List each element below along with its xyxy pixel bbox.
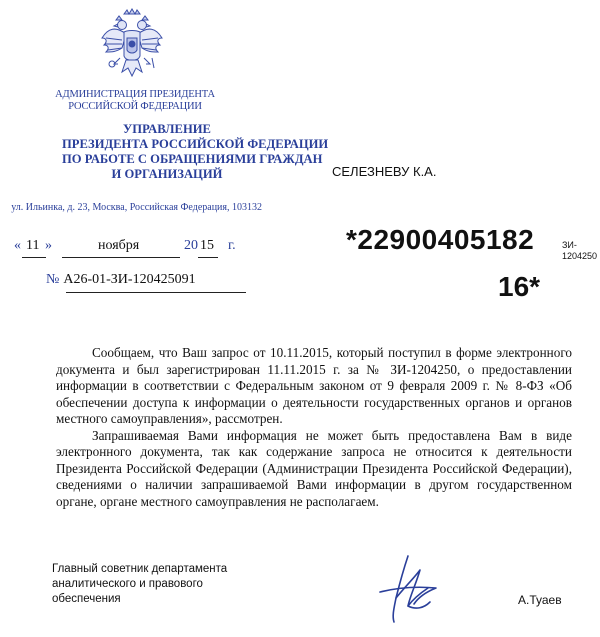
admin-line-1: АДМИНИСТРАЦИЯ ПРЕЗИДЕНТА [55, 89, 215, 100]
number-underline [66, 292, 246, 293]
signature-icon [370, 548, 460, 628]
signer-title [52, 562, 227, 607]
date-month-underline [62, 257, 180, 258]
barcode-number-line1: *22900405182 [346, 224, 535, 255]
letter-body [56, 345, 572, 510]
barcode-tag-line2: 1204250 [562, 251, 598, 261]
number-value: А26-01-ЗИ-120425091 [63, 272, 196, 287]
date-year-prefix: 20 [184, 238, 198, 253]
signer-title-line-2: аналитического и правового [52, 578, 203, 590]
emblem-icon [98, 8, 166, 84]
number-sign: № [46, 272, 60, 287]
body-paragraph-1: Сообщаем, что Ваш запрос от 10.11.2015, который поступил в форме электронного документа и был зарегистрирован 11.11.2015 г. за № ЗИ-1204250, о предоставлении информации в соответствии с Федеральным законом от 9 февраля 2009 г. № 8-ФЗ «Об обеспечении доступа к информации о деятельности государственных органов и органов местного самоуправления», рассмотрен. [56, 345, 572, 426]
directorate-line-2: ПРЕЗИДЕНТА РОССИЙСКОЙ ФЕДЕРАЦИИ [62, 137, 329, 151]
date-day-underline [22, 257, 46, 258]
administration-name [40, 89, 230, 112]
date-quote-close: » [45, 238, 52, 253]
directorate-line-1: УПРАВЛЕНИЕ [123, 122, 211, 136]
admin-line-2: РОССИЙСКОЙ ФЕДЕРАЦИИ [68, 100, 202, 112]
date-year-underline [198, 257, 218, 258]
date-day: 11 [26, 238, 40, 253]
directorate-line-3: ПО РАБОТЕ С ОБРАЩЕНИЯМИ ГРАЖДАН [62, 152, 323, 166]
date-year-suffix: 15 [200, 238, 214, 253]
directorate-line-4: И ОРГАНИЗАЦИЙ [111, 167, 223, 181]
letterhead-address: ул. Ильинка, д. 23, Москва, Российская Федерация, 103132 [11, 202, 262, 213]
barcode-number-line2: 16* [498, 271, 541, 302]
date-line [14, 238, 246, 260]
barcode-tag-line1: ЗИ- [562, 240, 577, 250]
barcode-tag [562, 240, 597, 262]
date-year-mark: г. [228, 238, 236, 253]
recipient-name: СЕЛЕЗНЕВУ К.А. [332, 164, 437, 179]
signer-title-line-1: Главный советник департамента [52, 563, 228, 575]
date-month: ноября [98, 238, 140, 253]
date-quote-open: « [14, 238, 21, 253]
signer-name: А.Туаев [518, 593, 562, 607]
signer-title-line-3: обеспечения [52, 593, 121, 605]
body-paragraph-2: Запрашиваемая Вами информация не может быть предоставлена Вам в виде электронного документа, так как содержание запроса не относится к деятельности Президента Российской Федерации (Администрации Президента Российской Федерации), сведениями о наличии запрашиваемой Вами информации в другом государственном органе, органе местного самоуправления не располагаем. [56, 427, 572, 509]
directorate-name [62, 122, 329, 182]
document-number [46, 272, 196, 288]
